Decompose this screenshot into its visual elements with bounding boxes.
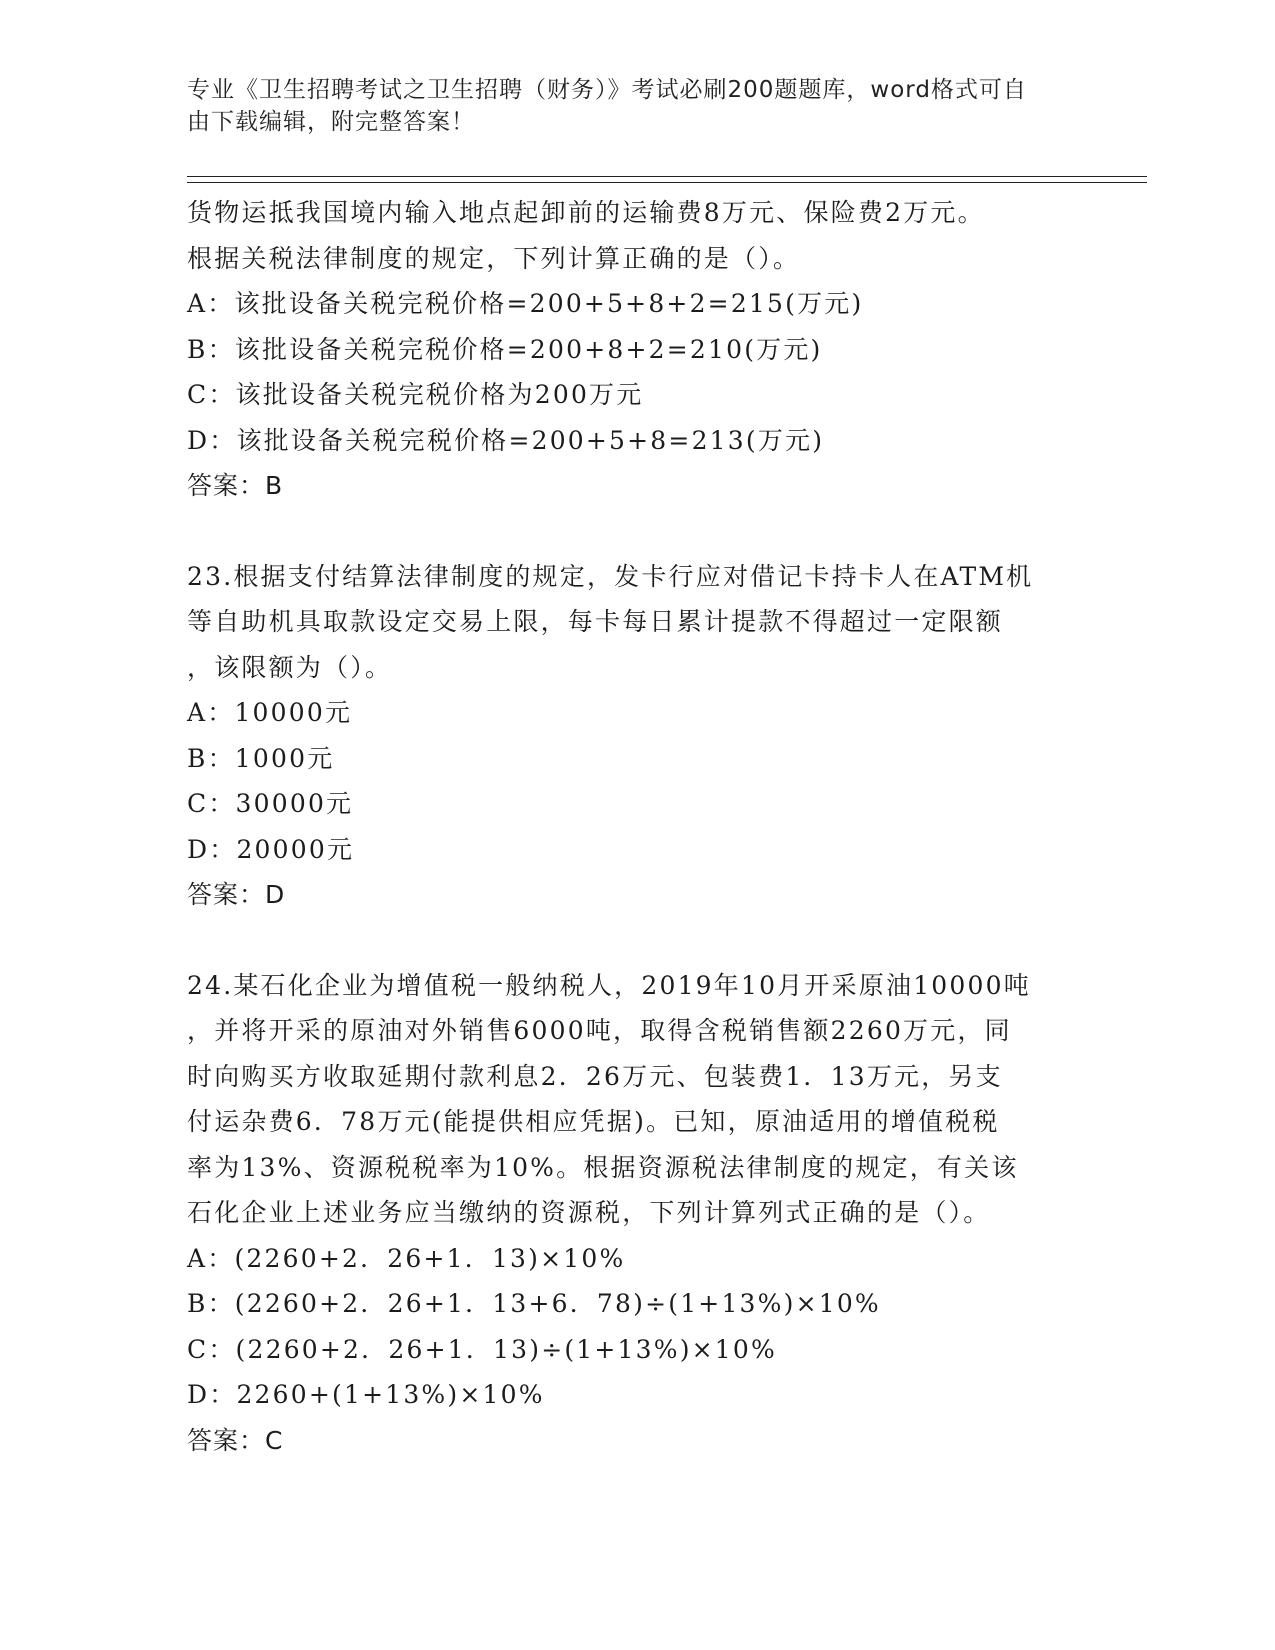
answer-line: 答案：D: [187, 880, 286, 909]
option-b: B：1000元: [187, 743, 335, 773]
option-b: B：该批设备关税完税价格=200+8+2=210(万元): [187, 334, 823, 364]
option-a: A：该批设备关税完税价格=200+5+8+2=215(万元): [187, 289, 864, 318]
document-body: [187, 190, 1087, 1463]
question-stem-line: 23.根据支付结算法律制度的规定，发卡行应对借记卡持卡人在ATM机: [187, 561, 1034, 591]
header-divider: [187, 176, 1147, 177]
question-stem-line: 24.某石化企业为增值税一般纳税人，2019年10月开采原油10000吨: [187, 970, 1031, 1000]
option-b: B：(2260+2．26+1．13+6．78)÷(1+13%)×10%: [187, 1289, 881, 1318]
question-24: [187, 963, 1087, 1464]
option-d: D：2260+(1+13%)×10%: [187, 1380, 545, 1409]
header-divider: [187, 182, 1147, 183]
question-stem-line: 货物运抵我国境内输入地点起卸前的运输费8万元、保险费2万元。: [187, 198, 985, 227]
question-stem-line: 石化企业上述业务应当缴纳的资源税，下列计算列式正确的是（）。: [187, 1198, 991, 1227]
option-c: C：该批设备关税完税价格为200万元: [187, 380, 644, 409]
document-header: [187, 74, 1067, 138]
question-stem-line: ，该限额为（）。: [187, 652, 393, 682]
question-stem-line: 率为13%、资源税税率为10%。根据资源税法律制度的规定，有关该: [187, 1152, 1019, 1182]
answer-line: 答案：C: [187, 1425, 284, 1455]
question-stem-line: ，并将开采的原油对外销售6000吨，取得含税销售额2260万元，同: [187, 1016, 1012, 1045]
question-stem-line: 付运杂费6．78万元(能提供相应凭据)。已知，原油适用的增值税税: [187, 1107, 1000, 1136]
header-line: 由下载编辑，附完整答案！: [187, 109, 475, 135]
option-d: D：该批设备关税完税价格=200+5+8=213(万元): [187, 425, 825, 455]
question-22: [187, 190, 1087, 509]
question-stem-line: 根据关税法律制度的规定，下列计算正确的是（）。: [187, 243, 801, 273]
option-c: C：30000元: [187, 789, 354, 818]
question-23: [187, 554, 1087, 918]
question-stem-line: 等自助机具取款设定交易上限，每卡每日累计提款不得超过一定限额: [187, 607, 1004, 636]
option-a: A：10000元: [187, 698, 353, 727]
spacer: [187, 509, 1087, 554]
question-stem-line: 时向购买方收取延期付款利息2．26万元、包装费1．13万元，另支: [187, 1061, 1003, 1091]
option-d: D：20000元: [187, 834, 355, 864]
option-a: A：(2260+2．26+1．13)×10%: [187, 1243, 626, 1273]
header-line: 专业《卫生招聘考试之卫生招聘（财务）》考试必刷200题题库，word格式可自: [187, 77, 1027, 103]
answer-line: 答案：B: [187, 471, 284, 500]
option-c: C：(2260+2．26+1．13)÷(1+13%)×10%: [187, 1334, 777, 1364]
spacer: [187, 918, 1087, 963]
